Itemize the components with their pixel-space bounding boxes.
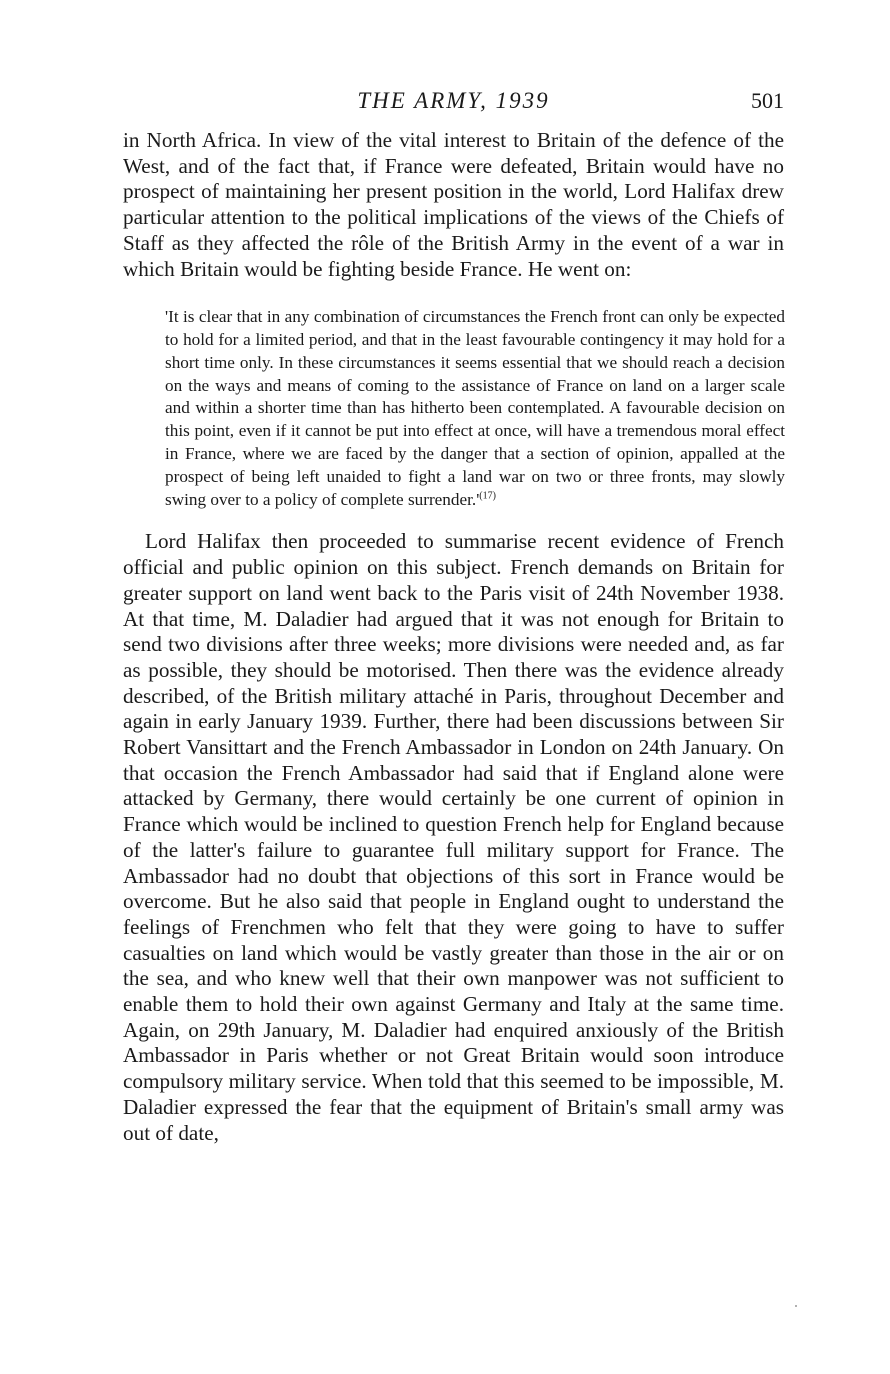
running-title: THE ARMY, 1939 xyxy=(357,88,550,113)
body-paragraph-1: in North Africa. In view of the vital interest to Britain of the defence of the West, and of the fact that, if France were defeated, Britain would have no prospect of maintaining her present position in the world, Lord Halifax drew particular attention to the political implications of the views of the Chiefs of Staff as they affected the rôle of the British Army in the event of a war in which Britain would be fighting beside France. He went on: xyxy=(123,128,784,281)
block-quote xyxy=(165,306,785,511)
body-paragraph-2: Lord Halifax then proceeded to summarise recent evidence of French official and public opinion on this subject. French demands on Britain for greater support on land went back to the Paris visit of 24th November 1938. At that time, M. Daladier had argued that it was not enough for Britain to send two divisions after three weeks; more divisions were needed and, as far as possible, they should be motorised. Then there was the evidence already described, of the British military attaché in Paris, throughout December and again in early January 1939. Further, there had been discussions between Sir Robert Vansittart and the French Ambassador in London on 24th January. On that occasion the French Ambassador had said that if England alone were attacked by Germany, there would certainly be one current of opinion in France which would be inclined to question French help for England because of the latter's failure to guarantee full military support for France. The Ambassador had no doubt that objections of this sort in France would be overcome. But he also said that people in England ought to understand the feelings of Frenchmen who felt that they were going to have to suffer casualties on land which would be vastly greater than those in the air or on the sea, and who knew well that their own manpower was not sufficient to enable them to hold their own against Germany and Italy at the same time. Again, on 29th January, M. Daladier had enquired anxiously of the British Ambassador in Paris whether or not Great Britain would soon introduce compulsory military service. When told that this seemed to be impossible, M. Daladier expressed the fear that the equipment of Britain's small army was out of date, xyxy=(123,529,784,1145)
page-header xyxy=(123,88,784,128)
quote-text: 'It is clear that in any combination of circumstances the French front can only be expected to hold for a limited period, and that in the least favourable contingency it may hold for a short time only. In these circumstances it seems essential that we should reach a decision on the ways and means of coming to the assistance of France on land on a larger scale and within a shorter time than has hitherto been contemplated. A favourable decision on this point, even if it cannot be put into effect at once, will have a tremendous moral effect in France, where we are faced by the danger that a section of opinion, appalled at the prospect of being left unaided to fight a land war on two or three fronts, may slowly swing over to a policy of complete surrender.' xyxy=(165,307,785,509)
book-page xyxy=(123,88,784,1146)
page-number: 501 xyxy=(751,88,784,113)
footnote-reference: (17) xyxy=(479,489,496,501)
scan-speck xyxy=(795,1305,797,1307)
